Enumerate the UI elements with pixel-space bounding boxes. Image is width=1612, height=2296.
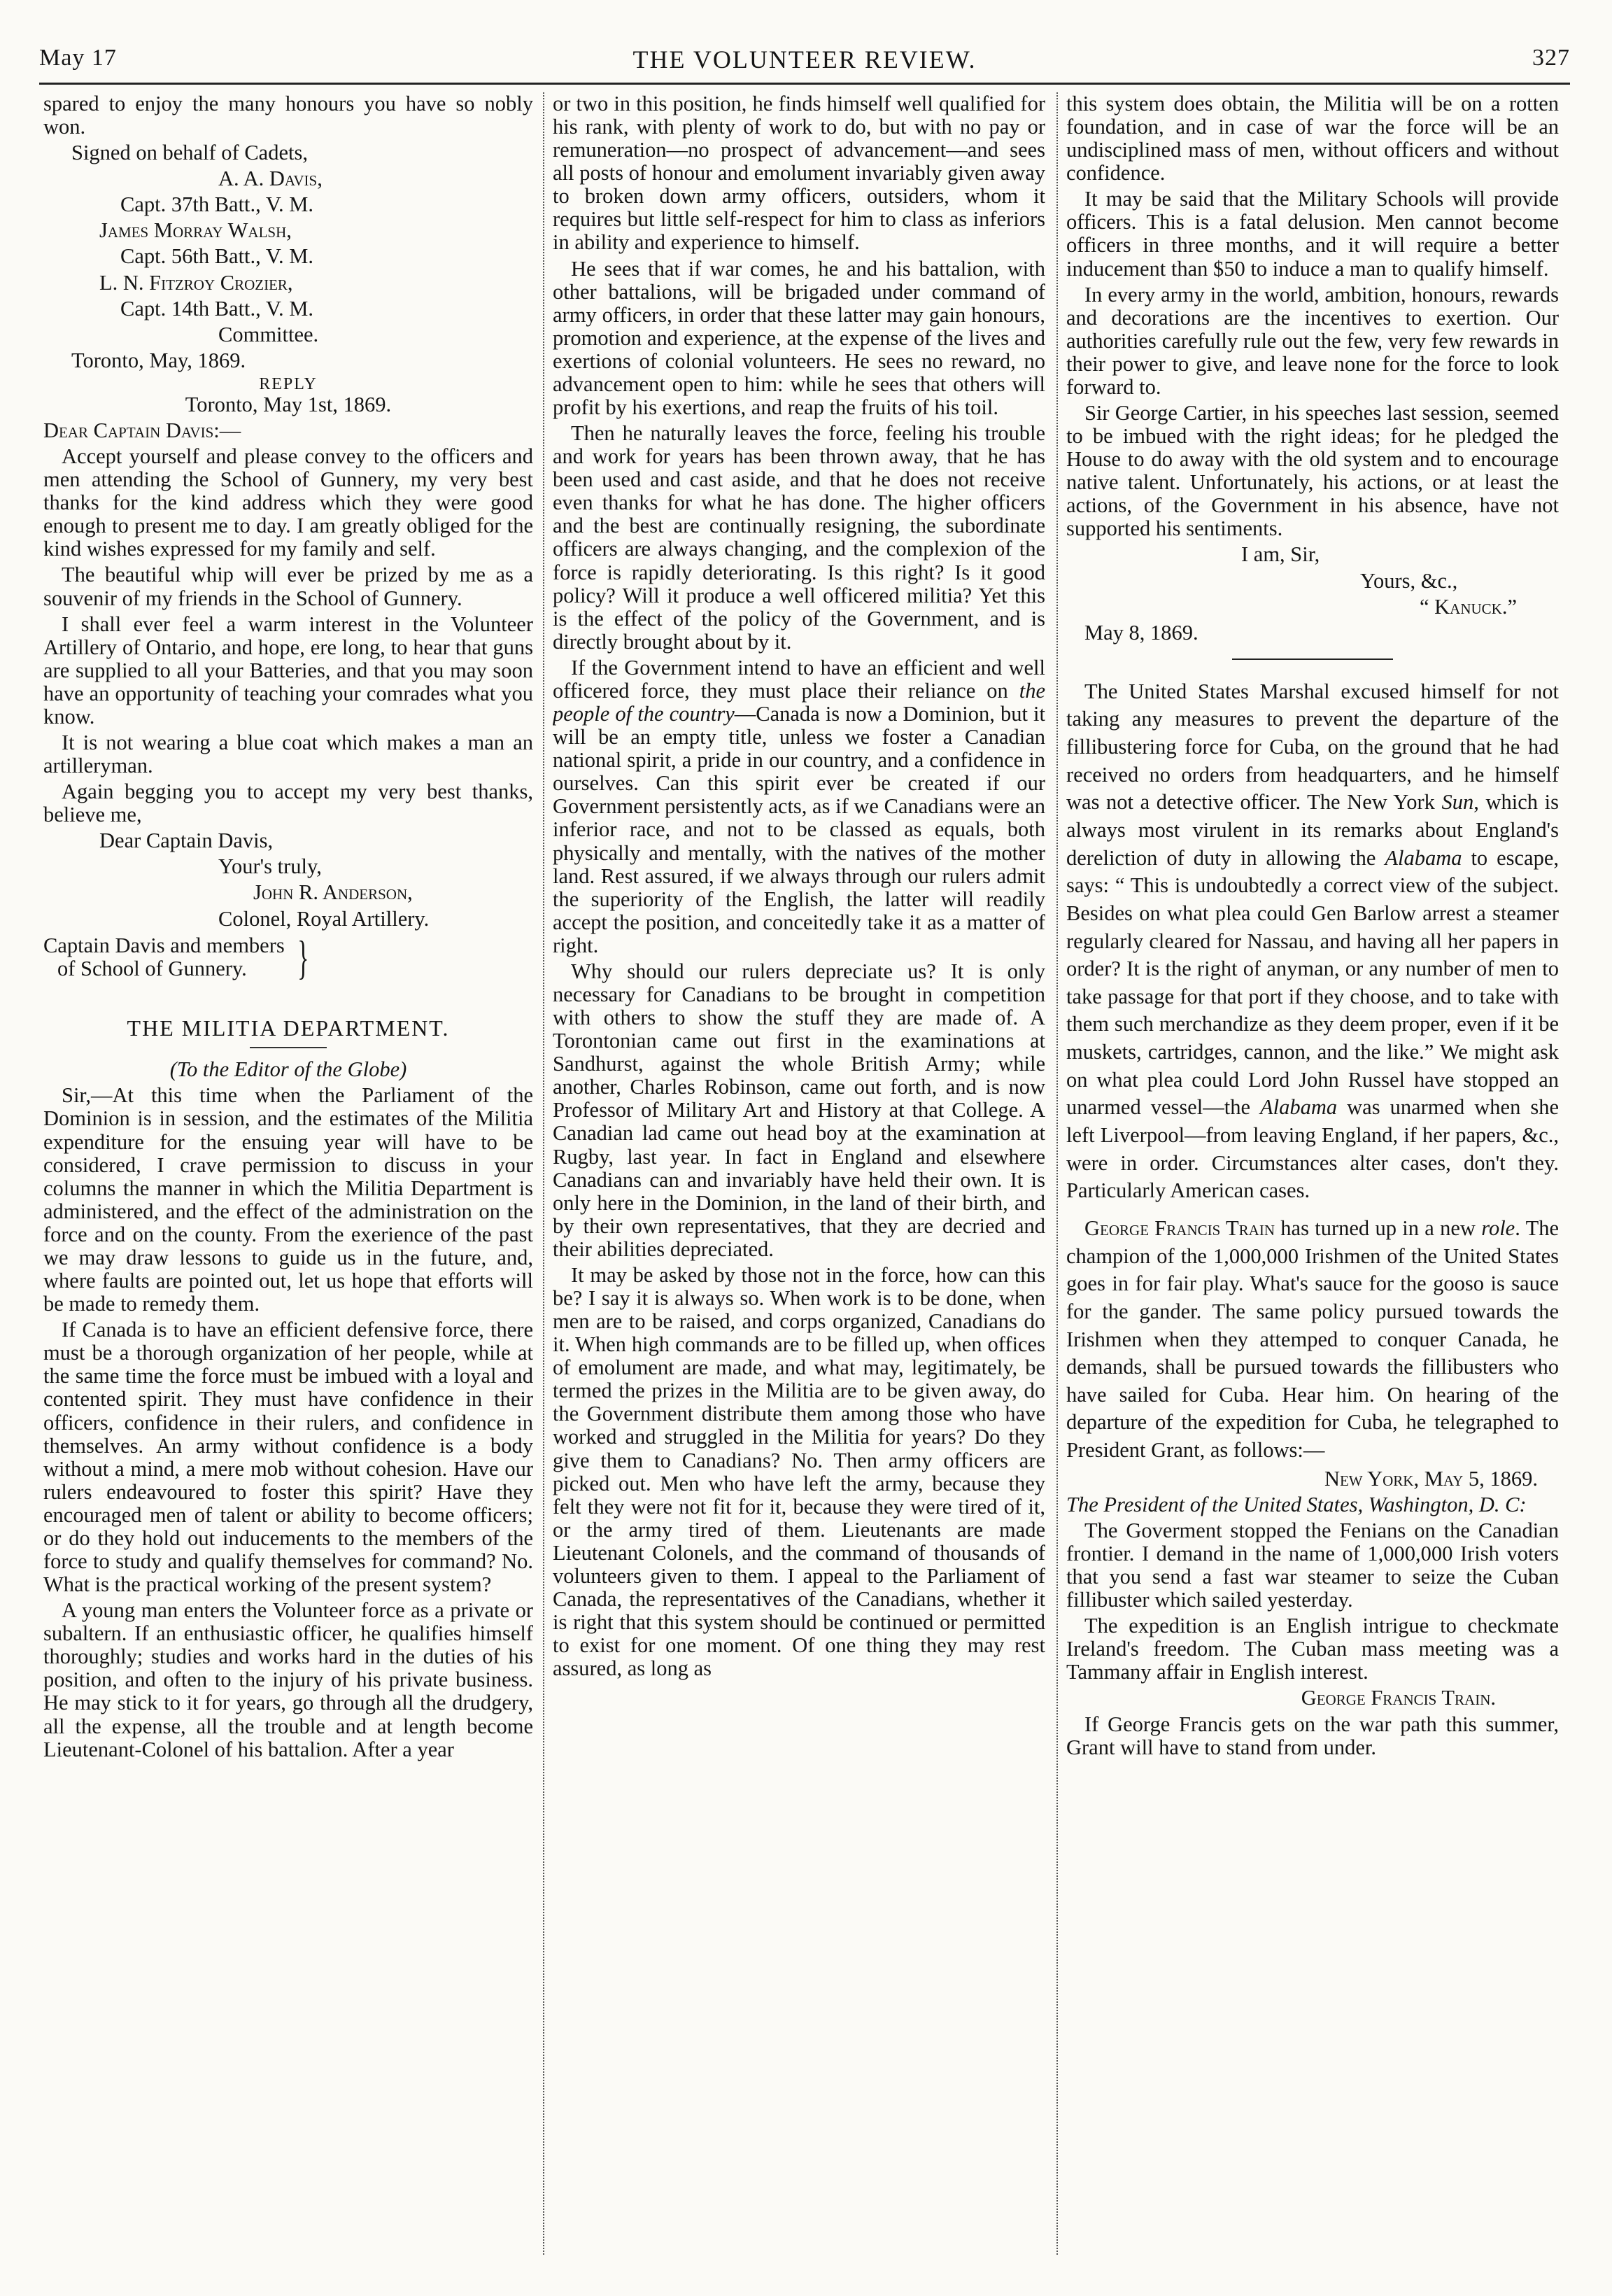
paragraph: It may be said that the Military Schools will provide officers. This is a fatal delusion. Men cannot become officers in three months, and it will require a better inducement than $50 to induce a man to qualify himself. [1066, 187, 1559, 281]
smallcaps-run: George Francis Train [1084, 1216, 1275, 1240]
paragraph [1066, 678, 1559, 1205]
signatory-rank: Capt. 14th Batt., V. M. [120, 296, 313, 321]
italic-run: the people of the country [553, 678, 1045, 726]
paragraph: If George Francis gets on the war path this summer, Grant will have to stand from under. [1066, 1712, 1559, 1759]
section-separator [1232, 658, 1393, 660]
brace-glyph: } [297, 930, 309, 984]
publication-title: THE VOLUNTEER REVIEW. [632, 45, 977, 73]
paragraph: The expedition is an English intrigue to checkmate Ireland's freedom. The Cuban mass meeting was a Tammany affair in English interest. [1066, 1614, 1559, 1684]
paragraph: A young man enters the Volunteer force as a private or subaltern. If an enthusiastic officer, he qualifies himself thoroughly; studies and works hard in the duties of his position, and often to the injury of his private business. He may stick to it for years, go through all the drudgery, all the expense, all the trouble and at length become Lieutenant-Colonel of his battalion. After a year [43, 1598, 533, 1761]
committee-label: Committee. [218, 322, 319, 346]
text-run: , which is always most virulent in its remarks about England's dereliction of duty in allowing the [1066, 790, 1559, 870]
paragraph: Sir,—At this time when the Parliament of the Dominion is in session, and the estimates of the Militia expenditure for the ensuing year will have to be considered, I crave permission to discuss in your columns the manner in which the Militia Department is administered, and the effect of the administration on the force and on the county. From the exerience of the past we may draw lessons to guide us in the future, and, where faults are pointed out, let us hope that efforts will be made to remedy them. [43, 1083, 533, 1316]
column-divider [543, 92, 544, 2255]
paragraph: Accept yourself and please convey to the officers and men attending the School of Gunnery, my very best thanks for the kind address which they were good enough to present me to day. I am greatly obliged for the kind wishes expressed for my family and self. [43, 444, 533, 561]
paragraph: Sir George Cartier, in his speeches last session, seemed to be imbued with the right ideas; for he pledged the House to do away with the old system and to encourage native talent. Unfortunately, his actions, or at least the actions, of the Government in his absence, have not supported his sentiments. [1066, 401, 1559, 541]
signoff-line: I am, Sir, [1241, 542, 1320, 567]
paragraph: In every army in the world, ambition, honours, rewards and decorations are the incentives to exertion. Our authorities carefully rule out the few, very few rewards in their power to give, and leave none for the force to look forward to. [1066, 282, 1559, 399]
italic-run: role [1481, 1216, 1515, 1240]
paragraph: The Goverment stopped the Fenians on the Canadian frontier. I demand in the name of 1,000,000 Irish voters that you send a fast war steamer to seize the Cuban fillibuster which sailed yesterday. [1066, 1518, 1559, 1612]
paragraph: spared to enjoy the many honours you have so nobly won. [43, 92, 533, 139]
heading-rule [250, 1047, 327, 1048]
text-run: If the Government intend to have an efficient and well officered force, they must place their reliance on [553, 655, 1045, 703]
signoff-signature: “ Kanuck.” [1419, 594, 1517, 619]
reply-date: Toronto, May 1st, 1869. [185, 392, 392, 416]
column-1 [43, 92, 533, 2255]
signoff-line: Yours, &c., [1360, 568, 1458, 593]
signatory-name: A. A. Davis, [218, 167, 323, 191]
salutation: Dear Captain Davis:— [43, 418, 241, 442]
letter-date: May 8, 1869. [1084, 620, 1199, 645]
paragraph: It is not wearing a blue coat which makes a man an artilleryman. [43, 730, 533, 778]
paragraph: Why should our rulers depreciate us? It is only necessary for Canadians to be brought in competition with others to show the stuff they are made of. A Torontonian came out first in the examinations at Sandhurst, against the whole British Army; while another, Charles Robinson, came out forth, and is now Professor of Military Art and History at that College. A Canadian lad came out head boy at the examination at Rugby, last year. In fact in England and elsewhere Canadians can and invariably have held their own. It is only here in the Dominion, in the land of their birth, and by their own representatives, that they are decried and their abilities depreciated. [553, 959, 1045, 1261]
address-line: Captain Davis and members [43, 933, 285, 957]
editor-address: (To the Editor of the Globe) [169, 1057, 407, 1082]
paragraph: He sees that if war comes, he and his battalion, with other battalions, will be brigaded under command of army officers, in order that these latter may gain honours, promotion and experience, at the expense of the lives and exertions of colonial volunteers. He sees no reward, no advancement open to him: while he sees that others will profit by his exertions, and reap the fruits of his toil. [553, 256, 1045, 420]
column-divider [1056, 92, 1058, 2255]
text-run: The United States Marshal excused himself for not taking any measures to prevent the departure of the fillibustering force for Cuba, on the ground that he had received no orders from headquarters, and he himself was not a detective officer. The New York [1066, 679, 1559, 815]
italic-run: Alabama [1385, 845, 1462, 870]
closing-line: Dear Captain Davis, [99, 829, 274, 853]
signed-line: Signed on behalf of Cadets, [71, 141, 308, 165]
italic-run: Sun [1441, 790, 1474, 815]
address-block [43, 930, 533, 984]
text-run: . The champion of the 1,000,000 Irishmen of the United States goes in for fair play. What's sauce for the gooso is sauce for the gander. The same policy pursued towards the Irishmen when they attemped to conquer Canada, he demands, shall be pursued towards the fillibusters who have sailed for Cuba. Hear him. On hearing of the departure of the expedition for Cuba, he telegraphed to President Grant, as follows:— [1066, 1216, 1559, 1463]
paragraph: this system does obtain, the Militia will be on a rotten foundation, and in case of war the force will be an undisciplined mass of men, without officers and without confidence. [1066, 92, 1559, 185]
signatory-name: James Morray Walsh, [99, 218, 292, 243]
closing-signature: John R. Anderson, [253, 880, 413, 905]
telegram-dateline: New York, May 5, 1869. [1324, 1466, 1538, 1491]
page-header [39, 45, 1570, 87]
paragraph [553, 656, 1045, 957]
column-2 [553, 92, 1045, 2255]
signatory-rank: Capt. 56th Batt., V. M. [120, 244, 313, 269]
reply-label: REPLY [259, 374, 318, 393]
paragraph: It may be asked by those not in the force, how can this be? I say it is always so. When work is to be done, when men are to be raised, and corps organized, Canadians do it. When high commands are to be filled up, when offices of emolument are made, and what may, legitimately, be termed the prizes in the Militia are to be given away, do the Government distribute them among those who have worked and struggled in the Militia for years? Do they give them to Canadians? No. Then army officers are picked out. Men who have left the army, because they felt they were not fit for it, because they were tired of it, or the army tired of them. Lieutenants are made Lieutenant Colonels, and the command of thousands of volunteers given to them. I appeal to the Parliament of Canada, the representatives of the Canadians, whether it is right that this system should be continued or permitted to exist for one moment. Of one thing they may rest assured, as long as [553, 1262, 1045, 1681]
signatory-name: L. N. Fitzroy Crozier, [99, 270, 293, 295]
paragraph: Then he naturally leaves the force, feeling his trouble and work for years has been thrown away, that he has been used and cast aside, and that he does not receive even thanks for what he has done. The higher officers and the best are continually resigning, the subordinate officers are always changing, and the complexion of the force is rapidly deteriorating. Is this right? Is it good policy? Will it produce a well officered militia? Yet this is the effect of the policy of the Government, and is directly brought about by it. [553, 421, 1045, 654]
closing-line: Your's truly, [218, 854, 322, 879]
paragraph [1066, 1215, 1559, 1465]
telegram-signature: George Francis Train. [1301, 1686, 1496, 1710]
paragraph: I shall ever feel a warm interest in the Volunteer Artillery of Ontario, and hope, ere long, to hear that guns are supplied to all your Batteries, and that you may soon have an opportunity of teaching your comrades what you know. [43, 612, 533, 728]
text-run: has turned up in a new [1275, 1216, 1482, 1240]
address-line: of School of Gunnery. [57, 956, 247, 980]
paragraph: Again begging you to accept my very best thanks, believe me, [43, 780, 533, 827]
text-run: to escape, says: “ This is undoubtedly a correct view of the subject. Besides on what plea could Gen Barlow arrest a steamer regularly cleared for Nassau, and having all her papers in order? It is the right of anyman, or any number of men to take passage for that port if they choose, and to take with them such merchandize as they deem proper, even if it be muskets, cartridges, cannon, and the like.” We might ask on what plea could Lord John Russel have stopped an unarmed vessel—the [1066, 845, 1559, 1120]
text-run: —Canada is now a Dominion, but it will be an empty title, unless we foster a Canadian national spirit, a pride in our country, and a confidence in ourselves. Can this spirit ever be created if our Government persistently acts, as if we Canadians were an inferior race, and not to be classed as equals, both physically and mentally, with the natives of the mother land. Rest assured, if we always through our rulers admit the superiority of the English, the latter will readily accept the position, and conceitedly take it as a matter of right. [553, 702, 1045, 957]
italic-run: Alabama [1260, 1095, 1338, 1120]
paragraph: The beautiful whip will ever be prized by me as a souvenir of my friends in the School of Gunnery. [43, 563, 533, 610]
issue-date: May 17 [39, 45, 117, 71]
header-rule [39, 83, 1570, 85]
text-run: was unarmed when she left Liverpool—from leaving England, if her papers, &c., were in order. Circumstances alter cases, don't they. Particularly American cases. [1066, 1095, 1559, 1203]
column-3 [1066, 92, 1559, 2255]
page-number: 327 [1532, 45, 1570, 71]
article-heading: THE MILITIA DEPARTMENT. [127, 1015, 450, 1041]
paragraph: If Canada is to have an efficient defensive force, there must be a thorough organization of her people, while at the same time the force must be imbued with a loyal and contented spirit. They must have confidence in their officers, confidence in their rulers, and confidence in themselves. An army without confidence is a body without a mind, a mere mob without cohesion. Have our rulers endeavoured to foster this spirit? Have they encouraged men of talent or ability to become officers; or do they hold out inducements to the members of the force to study and qualify themselves for command? No. What is the practical working of the present system? [43, 1318, 533, 1597]
dateline: Toronto, May, 1869. [71, 348, 246, 372]
signatory-rank: Capt. 37th Batt., V. M. [120, 192, 313, 217]
paragraph: or two in this position, he finds himself well qualified for his rank, with plenty of work to do, but with no pay or remuneration—no prospect of advancement—and sees all posts of honour and emolument invariably given away to broken down army officers, outsiders, whom it requires but little self-respect for him to class as inferiors in ability and experience to himself. [553, 92, 1045, 255]
closing-title: Colonel, Royal Artillery. [218, 906, 430, 931]
telegram-address: The President of the United States, Washington, D. C: [1066, 1492, 1527, 1516]
